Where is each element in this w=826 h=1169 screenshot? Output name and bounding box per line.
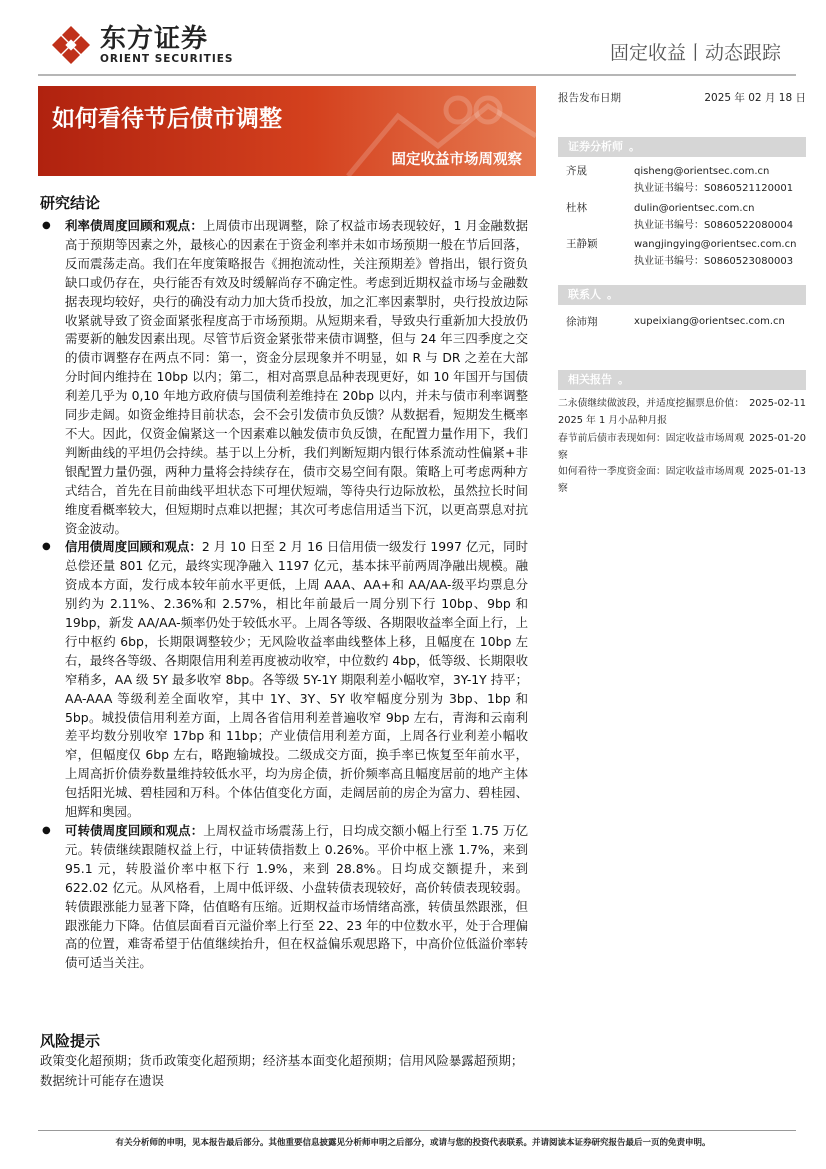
bullet-icon: ● <box>42 825 51 836</box>
related-report-title[interactable]: 如何看待一季度资金面：固定收益市场周观察 <box>558 466 745 494</box>
analyst-cert: 执业证书编号：S0860522080004 <box>634 220 794 231</box>
logo-mark-icon <box>50 24 92 66</box>
related-report-item[interactable] <box>558 430 806 464</box>
bullet-icon: ● <box>42 220 51 231</box>
bar-dots-icon: 。 <box>607 288 618 301</box>
analyst-cert: 执业证书编号：S0860523080003 <box>634 256 794 267</box>
analyst-email[interactable]: qisheng@orientsec.com.cn <box>634 166 770 177</box>
contact-email[interactable]: xupeixiang@orientsec.com.cn <box>634 316 785 327</box>
header-divider <box>38 74 796 76</box>
contact-section-title: 联系人 <box>568 288 601 301</box>
bullet-icon: ● <box>42 541 51 553</box>
paragraph-label: 利率债周度回顾和观点： <box>65 218 203 233</box>
analyst-contact <box>634 163 793 197</box>
bar-dots-icon: 。 <box>629 140 640 153</box>
report-subtitle: 固定收益市场周观察 <box>391 152 522 168</box>
paragraph-credit <box>40 538 528 822</box>
publish-date-row <box>558 90 806 105</box>
analyst-name: 王静颖 <box>566 238 598 250</box>
related-report-title[interactable]: 二永债继续做波段，并适度挖掘票息价值：2025 年 1 月小品种月报 <box>558 398 745 426</box>
research-conclusion-heading: 研究结论 <box>40 194 101 212</box>
paragraph-rates <box>40 217 528 538</box>
paragraph-label: 信用债周度回顾和观点： <box>65 539 202 555</box>
report-category: 固定收益丨动态跟踪 <box>609 42 781 64</box>
paragraph-text: 上周债市出现调整，除了权益市场表现较好，1 月金融数据高于预期等因素之外，最核心的因素在于资金利率并未如市场预期一般在节后回落，反而震荡走高。我们在年度策略报告《拥抱流动性，关注预期差》曾指出，银行资负缺口或仍存在，央行能否有效及时缓解尚存不确定性。考虑到近期权益市场与金融数据表现均较好，央行的确没有动力加大货币投放，加之汇率因素掣肘，央行投放边际收紧就导致了资金面紧张程度高于市场预期。从短期来看，导致央行重新加大投放仍需要新的触发因素出现。尽管节后资金紧张带来债市调整，但与 24 年三四季度之交的债市调整存在两点不同：第一，资金分层现象并不明显，如 R 与 DR 之差在大部分时间内维持在 10bp 以内；第二，相对高票息品种表现更好，如 10 年国开与国债利差几乎为 0,10 年地方政府债与国债利差维持在 20bp 以内，并未与债市利率调整同步走阔。如资金维持目前状态，会不会引发债市负反馈？从数据看，短期发生概率不大。因此，仅资金偏紧这一个因素难以触发债市负反馈，在配置力量作用下，我们判断曲线的平坦仍会持续。基于以上分析，我们判断短期内银行体系流动性偏紧+非银配置力量仍强，两种力量将会持续存在，债市交易空间有限。策略上可考虑两种方式结合，首先在目前曲线平坦状态下可埋伏短端，等待央行边际放松，虽然拉长时间维度看概率较大，但短期时点难以把握；其次可考虑信用适当下沉，以更高票息对抗资金波动。 <box>65 218 528 536</box>
related-section-title: 相关报告 <box>568 373 612 386</box>
publish-date-label: 报告发布日期 <box>558 92 621 104</box>
related-report-item[interactable] <box>558 463 806 497</box>
title-banner <box>38 86 536 176</box>
analyst-contact <box>634 236 796 270</box>
analyst-cert: 执业证书编号：S0860521120001 <box>634 183 794 194</box>
contact-name: 徐沛翔 <box>566 316 598 328</box>
related-report-date: 2025-01-13 <box>749 466 806 477</box>
bar-dots-icon: 。 <box>618 373 629 386</box>
footer-disclaimer: 有关分析师的申明，见本报告最后部分。其他重要信息披露见分析师申明之后部分，或请与您的投资代表联系。并请阅读本证券研究报告最后一页的免责申明。 <box>115 1138 711 1148</box>
contact-section-bar <box>558 285 806 305</box>
risk-text: 政策变化超预期；货币政策变化超预期；经济基本面变化超预期；信用风险暴露超预期；数据统计可能存在遗误 <box>40 1053 524 1088</box>
logo-cn-text: 东方证券 <box>100 24 209 54</box>
paragraph-convertible <box>40 822 528 973</box>
analyst-email[interactable]: wangjingying@orientsec.com.cn <box>634 239 797 250</box>
related-report-title[interactable]: 春节前后债市表现如何：固定收益市场周观察 <box>558 433 745 461</box>
footer-divider <box>38 1130 796 1131</box>
analyst-section-bar <box>558 137 806 157</box>
analyst-contact <box>634 200 793 234</box>
related-report-date: 2025-02-11 <box>749 398 806 409</box>
paragraph-label: 可转债周度回顾和观点： <box>65 823 204 838</box>
risk-heading: 风险提示 <box>40 1032 101 1050</box>
report-title: 如何看待节后债市调整 <box>52 106 282 132</box>
research-body <box>40 217 528 973</box>
analyst-name: 齐晟 <box>566 165 587 177</box>
analyst-email[interactable]: dulin@orientsec.com.cn <box>634 203 755 214</box>
analyst-name: 杜林 <box>566 202 587 214</box>
paragraph-text: 2 月 10 日至 2 月 16 日信用债一级发行 1997 亿元，同时总偿还量 801 亿元，最终实现净融入 1197 亿元，基本抹平前两周净融出规模。融资成本方面，发行成本较年前水平更低，上周 AAA、AA+和 AA/AA-级平均票息分别约为 2.11%、2.36%和 2.57%，相比年前最后一周分别下行 10bp、9bp 和 19bp，新发 AA/AA-频率仍处于较低水平。上周各等级、各期限收益率全面上行，上行中枢约 6bp，长期限调整较少；无风险收益率曲线整体上移，且幅度在 10bp 左右，最终各等级、各期限信用利差再度被动收窄，中位数约 4bp，低等级、长期限收窄稍多，AA 级 5Y 最多收窄 8bp。各等级 5Y-1Y 期限利差小幅收窄，3Y-1Y 持平；AA-AAA 等级利差全面收窄，其中 1Y、3Y、5Y 收窄幅度分别为 3bp、1bp 和 5bp。城投债信用利差方面，上周各省信用利差普遍收窄 9bp 左右，青海和云南利差平均数分别收窄 17bp 和 11bp；产业债信用利差方面，上周各行业利差小幅收窄，但幅度仅 6bp 左右，略跑输城投。二级成交方面，换手率已恢复至年前水平，上周高折价债券数量维持较低水平，均为房企债，折价频率高且幅度居前的地产主体包括阳光城、碧桂园和万科。个体估值变化方面，走阔居前的房企为富力、碧桂园、旭辉和奥园。 <box>65 539 529 820</box>
related-report-date: 2025-01-20 <box>749 433 806 444</box>
logo-en-text: ORIENT SECURITIES <box>100 53 234 65</box>
related-section-bar <box>558 370 806 390</box>
publish-date-value: 2025 年 02 月 18 日 <box>704 92 806 104</box>
paragraph-text: 上周权益市场震荡上行，日均成交额小幅上行至 1.75 万亿元。转债继续跟随权益上行，中证转债指数上 0.26%。平价中枢上涨 1.7%，来到 95.1 元，转股溢价率中枢下行 1.9%，来到 28.8%。日均成交额提升，来到 622.02 亿元。从风格看，上周中低评级、小盘转债表现较好，高价转债表现较弱。转债跟涨能力显著下降，估值略有压缩。近期权益市场情绪高涨，转债虽然跟涨，但跟涨能力下降。估值层面看百元溢价率上行至 22、23 年的中位数水平，处于合理偏高的位置，难寄希望于估值继续抬升，但在权益偏乐观思路下，中高价位低溢价率转债可适当关注。 <box>65 823 529 971</box>
company-logo <box>50 24 233 66</box>
analyst-section-title: 证券分析师 <box>568 140 623 153</box>
related-report-item[interactable] <box>558 395 806 429</box>
